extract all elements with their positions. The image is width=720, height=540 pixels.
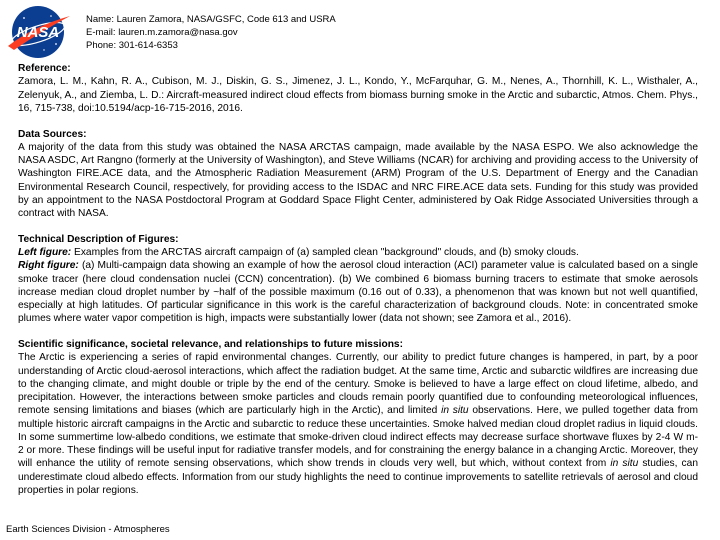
left-figure-label: Left figure: [18, 247, 72, 258]
right-figure-text: (a) Multi-campaign data showing an example of how the aerosol cloud interaction (ACI) parameter value is calculated based on a single smoke tracer (here cloud condensation nuclei (CCN) concentration). (b) We combined 6 biomass burning tracers to estimate that smoke aerosols increase median cloud droplet number by ~half of the possible maximum (0.16 out of 0.33), a phenomenon that was known but not well quantified, especially at high latitudes. Of particular significance in this work is the careful characterization of background clouds. Note: in concentrated smoke plumes where water vapor competition is high, impacts were substantially lower (data not shown; see Zamora et al., 2016). [18, 260, 698, 325]
significance-part-3: studies, can underestimate cloud albedo effects. Information from our study highlights the need to continue improvements to satellite retrievals of aerosol and cloud properties in polar regions. [18, 458, 698, 496]
significance-text [18, 351, 698, 497]
right-figure-paragraph [18, 259, 698, 325]
left-figure-text: Examples from the ARCTAS aircraft campaign of (a) sampled clean "background" clouds, and (b) smoky clouds. [71, 247, 579, 258]
significance-italic-1: in situ [441, 405, 469, 417]
data-sources-section [18, 128, 698, 221]
nasa-logo [4, 4, 72, 60]
contact-info [86, 13, 336, 52]
significance-section [18, 338, 698, 497]
right-figure-label: Right figure: [18, 260, 79, 272]
logo-text: NASA [16, 24, 60, 41]
significance-italic-2: in situ [610, 458, 639, 470]
contact-email: E-mail: lauren.m.zamora@nasa.gov [86, 27, 238, 38]
main-content [18, 62, 698, 510]
technical-heading: Technical Description of Figures: [18, 233, 179, 245]
data-sources-text: A majority of the data from this study was obtained the NASA ARCTAS campaign, made available by the NASA ESPO. We also acknowledge the NASA ASDC, Art Rangno (formerly at the University of Washington), and Steve Williams (NCAR) for archiving and providing access to the University of Washington FIRE.ACE data, and the Atmospheric Radiation Measurement (ARM) Program of the U.S. Department of Energy and the Canadian Environmental Research Council, respectively, for providing access to the ISDAC and NRC FIRE.ACE data sets. Funding for this study was provided by an appointment to the NASA Postdoctoral Program at Goddard Space Flight Center, administered by Oak Ridge Associated Universities through a contract with NASA. [18, 141, 698, 219]
reference-text: Zamora, L. M., Kahn, R. A., Cubison, M. J., Diskin, G. S., Jimenez, J. L., Kondo, Y., McFarquhar, G. M., Nenes, A., Thornhill, K. L., Wisthaler, A., Zelenyuk, A., and Ziemba, L. D.: Aircraft-measured indirect cloud effects from biomass burning smoke in the Arctic and subarctic, Atmos. Chem. Phys., 16, 715-738, doi:10.5194/acp-16-715-2016, 2016. [18, 76, 698, 114]
data-sources-heading: Data Sources: [18, 128, 87, 140]
contact-phone: Phone: 301-614-6353 [86, 40, 178, 51]
technical-section [18, 233, 698, 326]
reference-section [18, 62, 698, 115]
footer-division: Earth Sciences Division - Atmospheres [6, 524, 170, 535]
significance-heading: Scientific significance, societal relevance, and relationships to future missions: [18, 339, 403, 350]
reference-heading: Reference: [18, 63, 71, 74]
left-figure-paragraph [18, 246, 698, 259]
contact-name: Name: Lauren Zamora, NASA/GSFC, Code 613 and USRA [86, 14, 336, 25]
significance-part-1: The Arctic is experiencing a series of rapid environmental changes. Currently, our ability to predict future changes is hampered, in part, by a poor understanding of Arctic cloud-aerosol interactions, which affect the radiation budget. At the same time, Arctic and subarctic wildfires are increasing due to the changing climate, and might double or triple by the end of the century. Smoke is believed to have a large effect on cloud lifetime, albedo, and precipitation. However, the interactions between smoke particles and clouds remain poorly quantified due to confounding meteorological influences, remote sensing limitations and biases (which are particularly high in the Arctic), and limited [18, 352, 698, 417]
significance-part-2: observations. Here, we pulled together data from multiple historic aircraft campaigns in the Arctic and subarctic to reduce these uncertainties. Smoke halved median cloud droplet radius in liquid clouds. In some summertime low-albedo conditions, we estimate that smoke-driven cloud indirect effects may decrease surface shortwave fluxes by 2-4 W m-2 or more. These findings will be useful input for radiative transfer models, and for constraining the energy balance in a changing Arctic. Moreover, they will enhance the utility of remote sensing observations, which show trends in clouds very well, but which, without context from [18, 405, 698, 470]
